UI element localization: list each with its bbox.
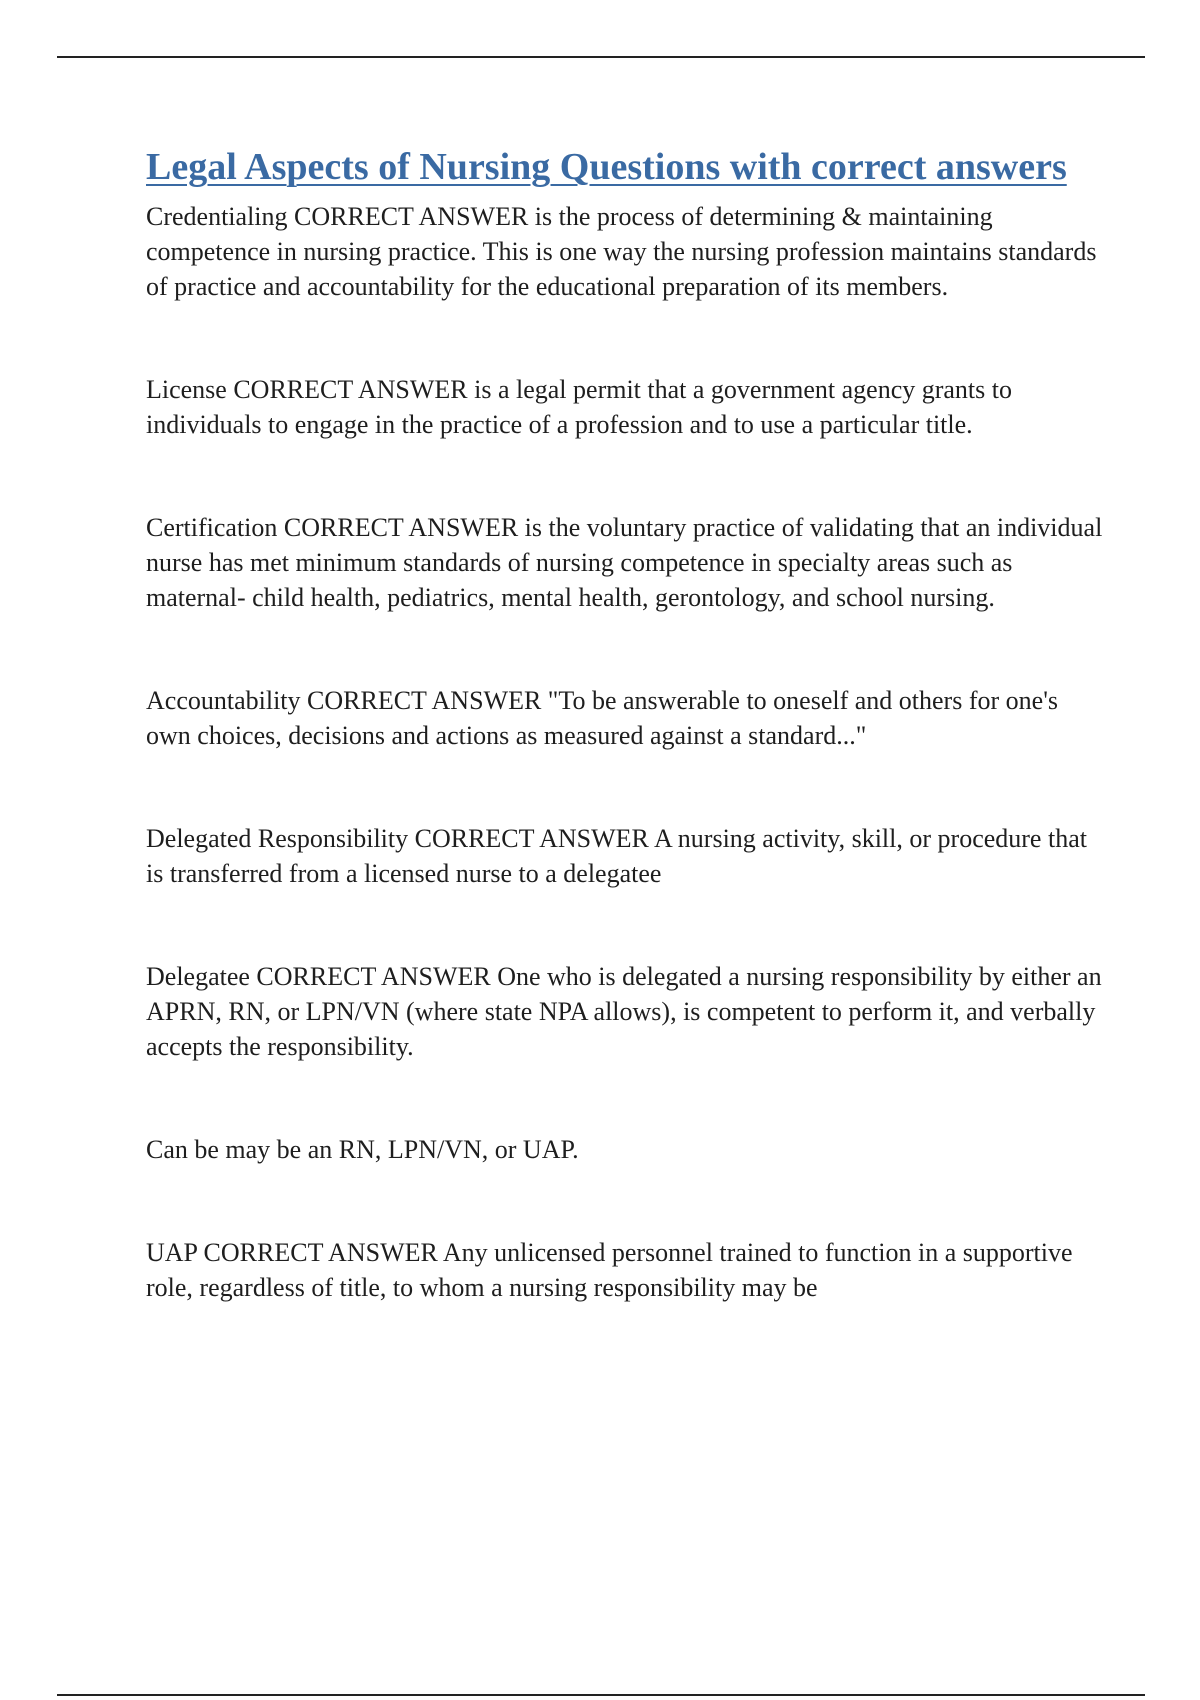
document-title: Legal Aspects of Nursing Questions with correct answers	[146, 146, 1067, 188]
entry-delegatee-note: Can be may be an RN, LPN/VN, or UAP.	[146, 1135, 579, 1164]
header-rule	[57, 56, 1145, 58]
entry-accountability: Accountability CORRECT ANSWER "To be answerable to oneself and others for one's own choices, decisions and actions as measured against a standard..."	[146, 686, 1058, 750]
entry-credentialing: Credentialing CORRECT ANSWER is the process of determining & maintaining competence in nursing practice. This is one way the nursing profession maintains standards of practice and accountability for the educational preparation of its members.	[146, 202, 1097, 301]
entry-license: License CORRECT ANSWER is a legal permit that a government agency grants to individuals to engage in the practice of a profession and to use a particular title.	[146, 375, 1012, 439]
entry-certification: Certification CORRECT ANSWER is the voluntary practice of validating that an individual nurse has met minimum standards of nursing competence in specialty areas such as maternal- child health, pediatrics, mental health, gerontology, and school nursing.	[146, 513, 1103, 612]
entry-delegated-responsibility: Delegated Responsibility CORRECT ANSWER A nursing activity, skill, or procedure that is transferred from a licensed nurse to a delegatee	[146, 824, 1087, 888]
document-body	[146, 142, 1106, 1305]
entry-uap: UAP CORRECT ANSWER Any unlicensed personnel trained to function in a supportive role, regardless of title, to whom a nursing responsibility may be	[146, 1238, 1073, 1302]
entry-delegatee: Delegatee CORRECT ANSWER One who is delegated a nursing responsibility by either an APRN, RN, or LPN/VN (where state NPA allows), is competent to perform it, and verbally accepts the responsibility.	[146, 962, 1102, 1061]
footer-rule	[57, 1694, 1145, 1696]
